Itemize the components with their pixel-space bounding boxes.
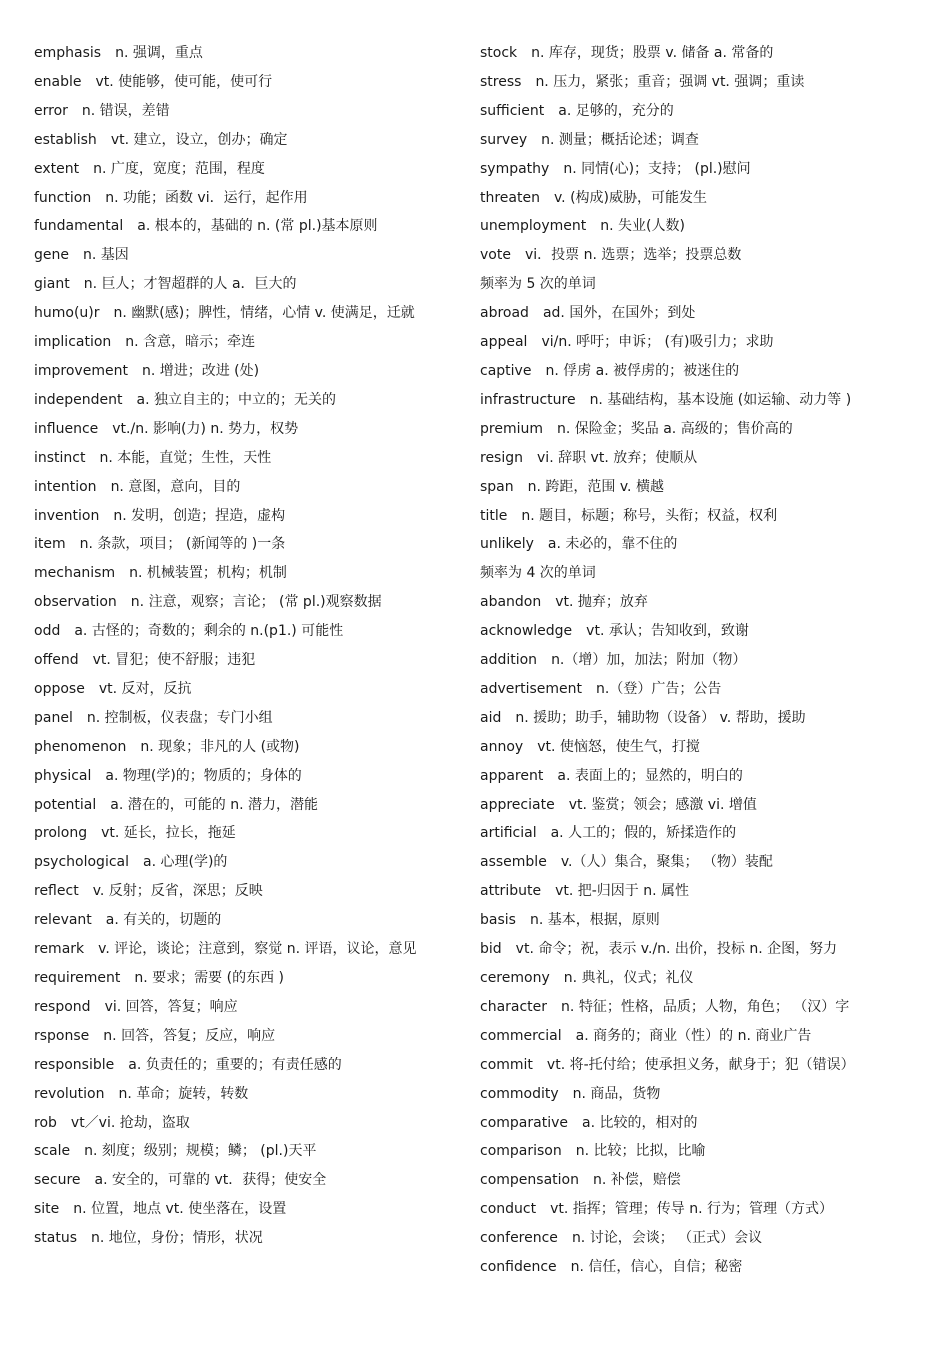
vocab-word: stress [480,73,522,90]
vocab-word: psychological [34,854,129,871]
vocab-definition: n. 功能；函数 vi．运行，起作用 [105,189,308,206]
vocab-entry [34,675,458,704]
vocab-entry [480,1253,908,1282]
vocab-entry [34,1051,458,1080]
vocab-word: remark [34,941,85,958]
vocab-word: rsponse [34,1027,90,1044]
vocab-entry [34,68,458,97]
vocab-entry [480,1224,908,1253]
vocab-word: assemble [480,854,547,871]
vocab-definition: n. 条款，项目； (新闻等的 )一条 [79,536,286,553]
vocab-entry [480,646,908,675]
vocab-entry [480,617,908,646]
vocab-definition: a. 安全的，可靠的 vt．获得；使安全 [94,1172,327,1189]
vocab-word: humo(u)r [34,305,100,322]
vocab-definition: n. 广度，宽度；范围，程度 [93,160,265,177]
vocab-entry [480,1166,908,1195]
vocab-definition: v. 评论，谈论；注意到，察觉 n. 评语，议论，意见 [98,941,417,958]
vocab-entry [34,444,458,473]
vocab-definition: a. 有关的，切题的 [105,912,222,929]
vocab-word: confidence [480,1259,557,1276]
vocab-word: emphasis [34,45,102,61]
vocab-definition: vi. 回答，答复；响应 [104,998,238,1015]
vocab-entry [34,241,458,270]
vocab-entry [480,733,908,762]
vocab-entry [480,68,908,97]
vocab-word: site [34,1201,60,1218]
vocab-definition: n. 特征；性格，品质；人物，角色； （汉）字 [561,998,850,1015]
vocab-word: conference [480,1230,558,1247]
vocab-definition: v. 反射；反省，深思；反映 [92,883,263,900]
vocab-word: span [480,478,514,495]
vocab-entry [480,906,908,935]
vocab-definition: vt. 使能够，使可能，使可行 [95,73,273,90]
vocab-definition: n. 回答，答复；反应，响应 [103,1027,276,1044]
vocab-entry [34,588,458,617]
vocab-definition: n. 压力，紧张；重音；强调 vt. 强调；重读 [535,73,805,90]
vocab-word: gene [34,247,69,264]
vocab-word: addition [480,652,538,669]
vocab-word: abroad [480,305,529,322]
vocab-entry [480,473,908,502]
vocab-definition: n. 本能，直觉；生性，天性 [99,449,272,466]
vocab-definition: vt. 使恼怒，使生气，打搅 [537,738,700,755]
vocab-entry [34,299,458,328]
vocab-entry [480,328,908,357]
vocab-entry [34,559,458,588]
vocab-word: ceremony [480,970,550,986]
vocab-definition: n. 地位，身份；情形，状况 [91,1230,263,1247]
vocab-definition: n. 库存，现货；股票 v. 储备 a. 常备的 [531,45,774,61]
vocab-entry [34,704,458,733]
vocab-column-right [480,39,908,1282]
vocab-entry [480,877,908,906]
vocab-entry [480,935,908,964]
vocab-definition: n. 错误，差错 [81,102,170,119]
vocab-definition: a. 潜在的，可能的 n. 潜力，潜能 [110,796,318,813]
vocab-word: survey [480,131,528,148]
vocab-definition: n. 注意，观察；言论； (常 pl.)观察数据 [130,594,382,611]
vocab-definition: vi. 辞职 vt. 放弃；使顺从 [537,449,698,466]
vocab-word: extent [34,160,80,177]
vocab-word: panel [34,709,73,726]
vocab-entry [34,328,458,357]
vocab-word: intention [34,478,97,495]
vocab-word: potential [34,796,97,813]
vocab-word: infrastructure [480,391,576,408]
vocab-entry [480,444,908,473]
vocab-entry [480,704,908,733]
vocab-definition: n. 基础结构，基本设施 (如运输、动力等 ) [589,391,852,408]
vocab-entry [34,935,458,964]
vocab-entry [480,1195,908,1224]
vocab-word: scale [34,1143,71,1160]
vocab-word: reflect [34,883,79,900]
vocab-definition: n. 信任，信心，自信；秘密 [570,1259,743,1276]
vocab-definition: n. 讨论，会谈； （正式）会议 [571,1230,763,1247]
vocab-word: sympathy [480,160,550,177]
vocab-word: unlikely [480,536,534,553]
vocab-entry [34,1022,458,1051]
vocab-entry [480,155,908,184]
vocab-word: secure [34,1172,81,1189]
vocab-word: responsible [34,1056,115,1073]
vocab-word: artificial [480,825,537,842]
vocab-definition: n. 强调，重点 [115,45,203,61]
vocab-definition: vt. 命令；祝，表示 v./n. 出价，投标 n. 企图，努力 [515,941,838,958]
vocab-entry [34,762,458,791]
vocab-entry [34,1224,458,1253]
vocab-definition: a. 表面上的；显然的，明白的 [557,767,743,784]
vocab-definition: n. 补偿，赔偿 [592,1172,681,1189]
vocab-definition: n. 同情(心)；支持； (pl.)慰问 [563,160,751,177]
frequency-heading-text: 频率为 4 次的单词 [480,565,596,582]
vocab-definition: n. 测量；概括论述；调查 [541,131,699,148]
vocab-word: oppose [34,680,85,697]
vocab-definition: a. 未必的，靠不住的 [547,536,678,553]
vocab-entry [480,791,908,820]
vocab-definition: n. 基本，根据，原则 [529,912,660,929]
vocab-entry [34,791,458,820]
vocab-entry [34,39,458,68]
vocab-word: commercial [480,1027,562,1044]
vocab-entry [34,877,458,906]
vocab-entry [34,646,458,675]
vocab-word: compensation [480,1172,579,1189]
vocab-definition: n. 幽默(感)；脾性，情绪，心情 v. 使满足，迁就 [113,305,415,322]
vocab-word: character [480,998,548,1015]
vocab-word: enable [34,73,82,90]
vocab-definition: vt. 鉴赏；领会；感激 vi. 增值 [568,796,757,813]
vocab-word: requirement [34,970,121,986]
vocab-entry [34,184,458,213]
vocab-word: abandon [480,594,542,611]
vocab-entry [480,530,908,559]
vocab-definition: n. 发明，创造；捏造，虚构 [113,507,286,524]
vocab-definition: v. (构成)威胁，可能发生 [553,189,708,206]
vocab-word: establish [34,131,97,148]
vocab-entry [480,762,908,791]
vocab-word: sufficient [480,102,545,119]
vocab-word: comparison [480,1143,562,1160]
vocab-definition: v.（人）集合，聚集； （物）装配 [560,854,773,871]
vocab-word: odd [34,623,61,640]
vocab-definition: vt. 将-托付给；使承担义务，献身于；犯（错误） [546,1056,855,1073]
vocab-definition: n.（增）加，加法；附加（物） [551,652,747,669]
vocab-definition: n. 意图，意向，目的 [110,478,241,495]
vocab-word: commodity [480,1085,559,1102]
vocab-word: unemployment [480,218,587,235]
vocab-word: annoy [480,738,524,755]
vocab-word: revolution [34,1085,105,1102]
vocab-entry [34,155,458,184]
vocab-entry [34,473,458,502]
vocab-entry [34,386,458,415]
vocab-definition: a. 负责任的；重要的；有责任感的 [128,1056,342,1073]
vocab-word: phenomenon [34,738,127,755]
vocab-word: respond [34,998,91,1015]
vocab-entry [480,819,908,848]
vocab-word: physical [34,767,92,784]
vocab-definition: n. 商品，货物 [572,1085,661,1102]
vocab-definition: vt. 把-归因于 n. 属性 [555,883,690,900]
vocab-word: mechanism [34,565,116,582]
vocab-definition: n. 跨距，范围 v. 横越 [527,478,664,495]
vocab-entry [480,964,908,993]
vocab-word: basis [480,912,516,929]
vocab-definition: n. 题目，标题；称号，头衔；权益，权利 [521,507,778,524]
vocab-definition: a. 商务的；商业（性）的 n. 商业广告 [575,1027,812,1044]
vocab-definition: vt./n. 影响(力) n. 势力，权势 [112,420,299,437]
vocab-word: apparent [480,767,544,784]
vocab-entry [480,502,908,531]
vocab-entry [480,993,908,1022]
vocab-definition: vt. 指挥；管理；传导 n. 行为；管理（方式） [550,1201,833,1218]
vocab-entry [480,97,908,126]
vocab-word: aid [480,709,502,726]
vocab-entry [480,386,908,415]
vocab-word: premium [480,420,543,437]
vocab-definition: a. 古怪的；奇数的；剩余的 n.(p1.) 可能性 [74,623,344,640]
vocab-entry [480,1022,908,1051]
vocab-entry [34,1195,458,1224]
vocab-definition: n. 现象；非凡的人 (或物) [140,738,300,755]
vocab-definition: n. 比较；比拟，比喻 [575,1143,706,1160]
vocab-definition: ad. 国外，在国外；到处 [542,305,696,322]
vocab-entry [480,1051,908,1080]
vocab-entry [34,1080,458,1109]
vocab-entry [34,906,458,935]
vocab-entry [34,819,458,848]
vocab-entry [34,964,458,993]
vocab-word: independent [34,391,123,408]
vocab-definition: n. 巨人；才智超群的人 a．巨大的 [83,276,297,293]
vocab-definition: n. 典礼，仪式；礼仪 [563,970,694,986]
vocab-definition: a. 足够的，充分的 [558,102,674,119]
vocab-entry [480,415,908,444]
vocab-entry [34,270,458,299]
vocab-definition: vt. 冒犯；使不舒服；违犯 [92,652,256,669]
vocab-word: item [34,536,66,553]
vocab-definition: vt. 承认；告知收到，致谢 [586,623,749,640]
vocab-word: error [34,102,68,119]
vocab-entry [34,993,458,1022]
frequency-heading [480,559,908,588]
vocab-entry [480,126,908,155]
vocab-entry [480,299,908,328]
vocab-entry [34,415,458,444]
vocab-word: attribute [480,883,542,900]
vocab-word: bid [480,941,502,958]
vocab-word: instinct [34,449,86,466]
vocab-definition: n. 革命；旋转，转数 [118,1085,249,1102]
vocab-word: appreciate [480,796,555,813]
vocab-word: improvement [34,362,128,379]
vocab-definition: n. 俘虏 a. 被俘虏的；被迷住的 [545,362,740,379]
vocab-entry [34,1166,458,1195]
vocab-word: rob [34,1114,57,1131]
vocab-entry [480,1109,908,1138]
vocab-word: stock [480,45,518,61]
vocab-word: giant [34,276,70,293]
vocab-word: influence [34,420,99,437]
vocab-definition: n. 基因 [83,247,129,264]
vocab-word: offend [34,652,79,669]
vocab-definition: n. 要求；需要 (的东西 ) [134,970,284,986]
vocab-word: observation [34,594,117,611]
vocab-word: commit [480,1056,533,1073]
vocab-entry [480,1137,908,1166]
vocab-entry [480,241,908,270]
vocab-definition: vi．投票 n. 选票；选举；投票总数 [524,247,742,264]
vocab-entry [34,212,458,241]
vocab-definition: n. 援助；助手，辅助物（设备） v. 帮助，援助 [515,709,806,726]
vocab-word: vote [480,247,511,264]
vocab-entry [34,733,458,762]
vocab-word: comparative [480,1114,568,1131]
vocab-definition: n. 控制板，仪表盘；专门小组 [86,709,273,726]
frequency-heading-text: 频率为 5 次的单词 [480,276,596,293]
vocab-word: implication [34,334,112,351]
vocab-definition: vt／vi. 抢劫，盗取 [70,1114,190,1131]
vocab-word: captive [480,362,532,379]
vocab-word: appeal [480,334,528,351]
vocab-word: invention [34,507,100,524]
vocab-column-left [34,39,458,1253]
vocab-word: advertisement [480,680,583,697]
vocab-entry [34,97,458,126]
vocab-definition: n. 机械装置；机构；机制 [129,565,287,582]
vocab-entry [480,184,908,213]
vocab-entry [34,502,458,531]
vocab-definition: a. 比较的，相对的 [581,1114,698,1131]
vocab-definition: vt. 反对，反抗 [98,680,192,697]
vocab-word: acknowledge [480,623,573,640]
vocab-definition: a. 心理(学)的 [143,854,228,871]
vocab-entry [480,1080,908,1109]
vocab-definition: a. 独立自主的；中立的；无关的 [136,391,336,408]
vocab-entry [34,126,458,155]
vocab-entry [34,1109,458,1138]
vocab-definition: n. 保险金；奖品 a. 高级的；售价高的 [557,420,793,437]
vocab-definition: vt. 延长，拉长，拖延 [101,825,236,842]
vocab-definition: n. 失业(人数) [600,218,685,235]
vocab-word: title [480,507,508,524]
vocab-definition: vt. 建立，设立，创办；确定 [110,131,288,148]
vocab-entry [480,357,908,386]
frequency-heading [480,270,908,299]
vocab-word: function [34,189,92,206]
vocab-entry [34,848,458,877]
vocab-entry [34,530,458,559]
vocab-entry [34,357,458,386]
vocab-definition: a. 物理(学)的；物质的；身体的 [105,767,302,784]
vocab-entry [480,848,908,877]
vocab-word: relevant [34,912,92,929]
vocab-definition: n. 位置，地点 vt. 使坐落在，设置 [73,1201,287,1218]
vocab-definition: vi/n. 呼吁；申诉； (有)吸引力；求助 [541,334,774,351]
vocab-entry [34,617,458,646]
vocab-entry [480,675,908,704]
vocab-word: prolong [34,825,88,842]
vocab-word: fundamental [34,218,124,235]
vocab-definition: n. 增进；改进 (处) [141,362,260,379]
vocab-entry [480,212,908,241]
vocab-definition: vt. 抛弃；放弃 [555,594,648,611]
vocab-entry [480,588,908,617]
vocab-word: conduct [480,1201,537,1218]
vocab-definition: a. 人工的；假的，矫揉造作的 [550,825,737,842]
vocab-definition: n.（登）广告；公告 [596,680,722,697]
vocab-definition: n. 含意，暗示；牵连 [125,334,256,351]
vocab-word: threaten [480,189,540,206]
vocab-entry [34,1137,458,1166]
vocab-word: status [34,1230,78,1247]
vocab-word: resign [480,449,524,466]
vocab-definition: a. 根本的，基础的 n. (常 pl.)基本原则 [137,218,378,235]
vocab-definition: n. 刻度；级别；规模；鳞； (pl.)天平 [84,1143,317,1160]
vocab-entry [480,39,908,68]
